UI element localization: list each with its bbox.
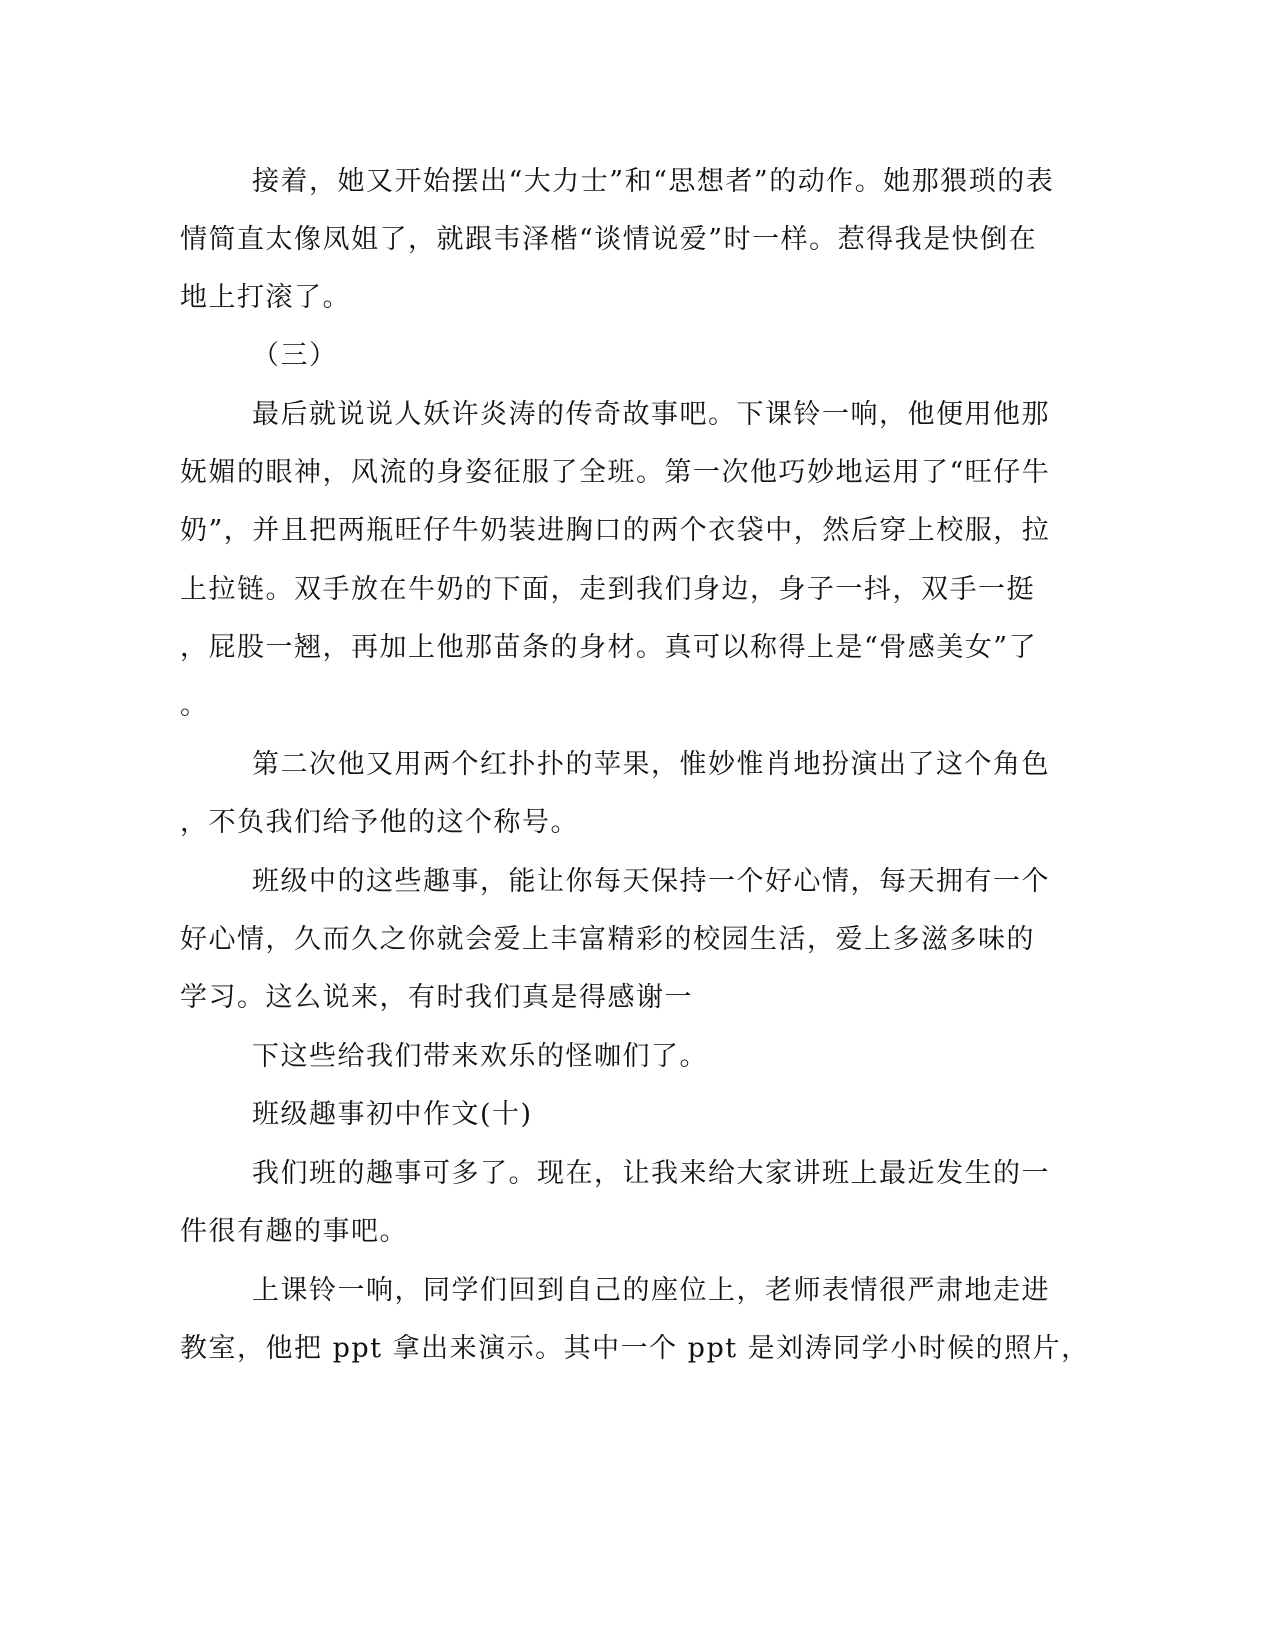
paragraph-line: 教室，他把 ppt 拿出来演示。其中一个 ppt 是刘涛同学小时候的照片， bbox=[180, 1333, 1090, 1364]
paragraph-line: 妩媚的眼神，风流的身姿征服了全班。第一次他巧妙地运用了“旺仔牛 bbox=[180, 457, 1051, 488]
paragraph-line: 我们班的趣事可多了。现在，让我来给大家讲班上最近发生的一 bbox=[252, 1158, 1050, 1189]
paragraph-line: 上课铃一响，同学们回到自己的座位上，老师表情很严肃地走进 bbox=[252, 1275, 1050, 1306]
paragraph-line: 奶”，并且把两瓶旺仔牛奶装进胸口的两个衣袋中，然后穿上校服，拉 bbox=[180, 515, 1051, 546]
paragraph-line: 地上打滚了。 bbox=[180, 282, 351, 313]
paragraph-line: 最后就说说人妖许炎涛的传奇故事吧。下课铃一响，他便用他那 bbox=[252, 399, 1050, 430]
paragraph-line: ，屁股一翘，再加上他那苗条的身材。真可以称得上是“骨感美女”了 bbox=[180, 632, 1038, 663]
section-heading: （三） bbox=[252, 340, 338, 371]
paragraph-line: 上拉链。双手放在牛奶的下面，走到我们身边，身子一抖，双手一挺 bbox=[180, 574, 1035, 605]
paragraph-line: 。 bbox=[180, 690, 209, 721]
paragraph-line: 接着，她又开始摆出“大力士”和“思想者”的动作。她那猥琐的表 bbox=[252, 166, 1055, 197]
paragraph-line: 件很有趣的事吧。 bbox=[180, 1216, 408, 1247]
essay-title: 班级趣事初中作文(十) bbox=[252, 1099, 533, 1130]
paragraph-line: 好心情，久而久之你就会爱上丰富精彩的校园生活，爱上多滋多味的 bbox=[180, 924, 1035, 955]
paragraph-line: 情简直太像凤姐了，就跟韦泽楷“谈情说爱”时一样。惹得我是快倒在 bbox=[180, 224, 1038, 255]
paragraph-line: 班级中的这些趣事，能让你每天保持一个好心情，每天拥有一个 bbox=[252, 866, 1050, 897]
paragraph-line: 学习。这么说来，有时我们真是得感谢一 bbox=[180, 982, 693, 1013]
paragraph-line: 第二次他又用两个红扑扑的苹果，惟妙惟肖地扮演出了这个角色 bbox=[252, 749, 1050, 780]
paragraph-line: ，不负我们给予他的这个称号。 bbox=[180, 807, 579, 838]
paragraph-line: 下这些给我们带来欢乐的怪咖们了。 bbox=[252, 1041, 708, 1072]
